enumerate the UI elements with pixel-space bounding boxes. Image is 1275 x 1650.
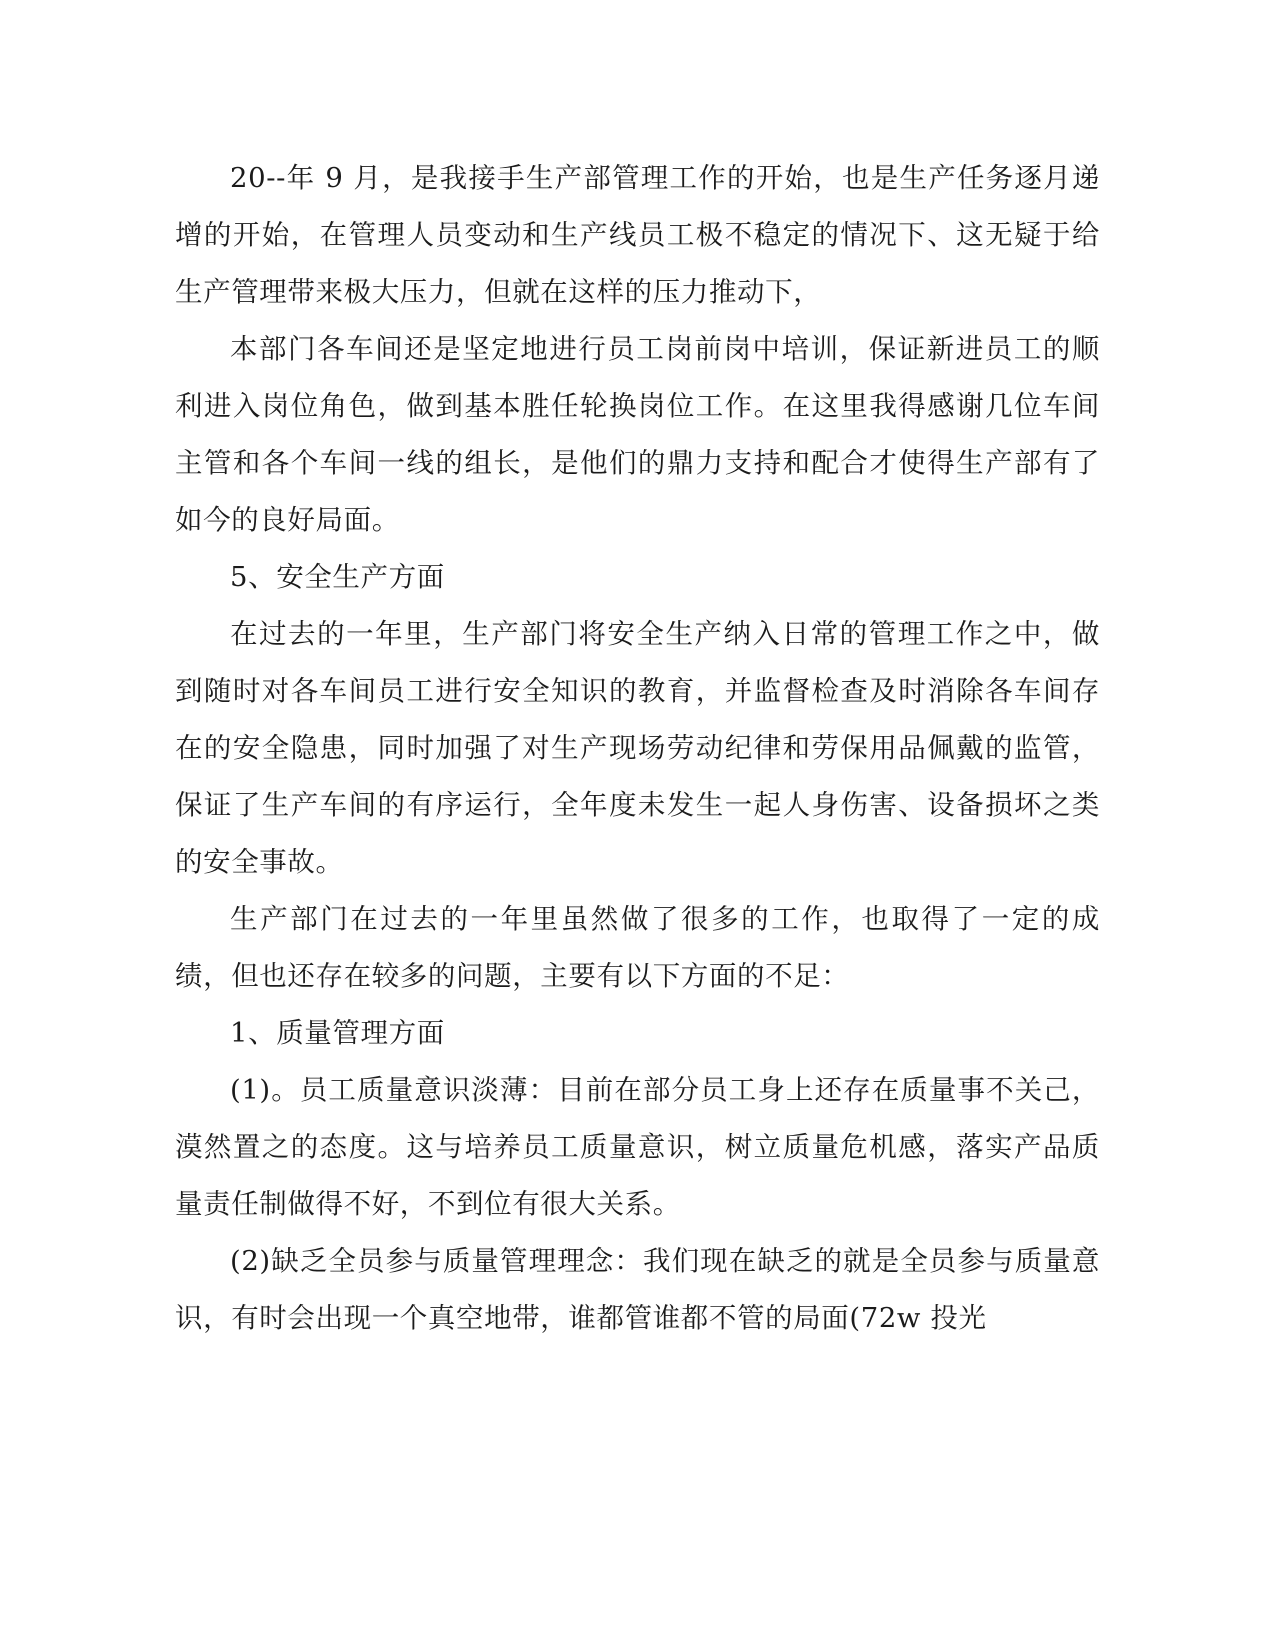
paragraph: 本部门各车间还是坚定地进行员工岗前岗中培训，保证新进员工的顺利进入岗位角色，做到基本胜任轮换岗位工作。在这里我得感谢几位车间主管和各个车间一线的组长，是他们的鼎力支持和配合才使得生产部有了如今的良好局面。 xyxy=(175,333,1100,536)
paragraph: (2)缺乏全员参与质量管理理念：我们现在缺乏的就是全员参与质量意识，有时会出现一个真空地带，谁都管谁都不管的局面(72w 投光 xyxy=(175,1245,1100,1334)
paragraph-heading-quality: 1、质量管理方面 xyxy=(230,1017,445,1049)
paragraph-heading-safety: 5、安全生产方面 xyxy=(230,561,445,593)
paragraph: (1)。员工质量意识淡薄：目前在部分员工身上还存在质量事不关己，漠然置之的态度。这与培养员工质量意识，树立质量危机感，落实产品质量责任制做得不好，不到位有很大关系。 xyxy=(175,1074,1100,1220)
paragraph: 20--年 9 月，是我接手生产部管理工作的开始，也是生产任务逐月递增的开始，在管理人员变动和生产线员工极不稳定的情况下、这无疑于给生产管理带来极大压力，但就在这样的压力推动下， xyxy=(175,162,1100,308)
document-body xyxy=(175,150,1100,1347)
paragraph: 生产部门在过去的一年里虽然做了很多的工作，也取得了一定的成绩，但也还存在较多的问题，主要有以下方面的不足： xyxy=(175,903,1100,992)
paragraph: 在过去的一年里，生产部门将安全生产纳入日常的管理工作之中，做到随时对各车间员工进行安全知识的教育，并监督检查及时消除各车间存在的安全隐患，同时加强了对生产现场劳动纪律和劳保用品佩戴的监管，保证了生产车间的有序运行，全年度未发生一起人身伤害、设备损坏之类的安全事故。 xyxy=(175,618,1100,878)
